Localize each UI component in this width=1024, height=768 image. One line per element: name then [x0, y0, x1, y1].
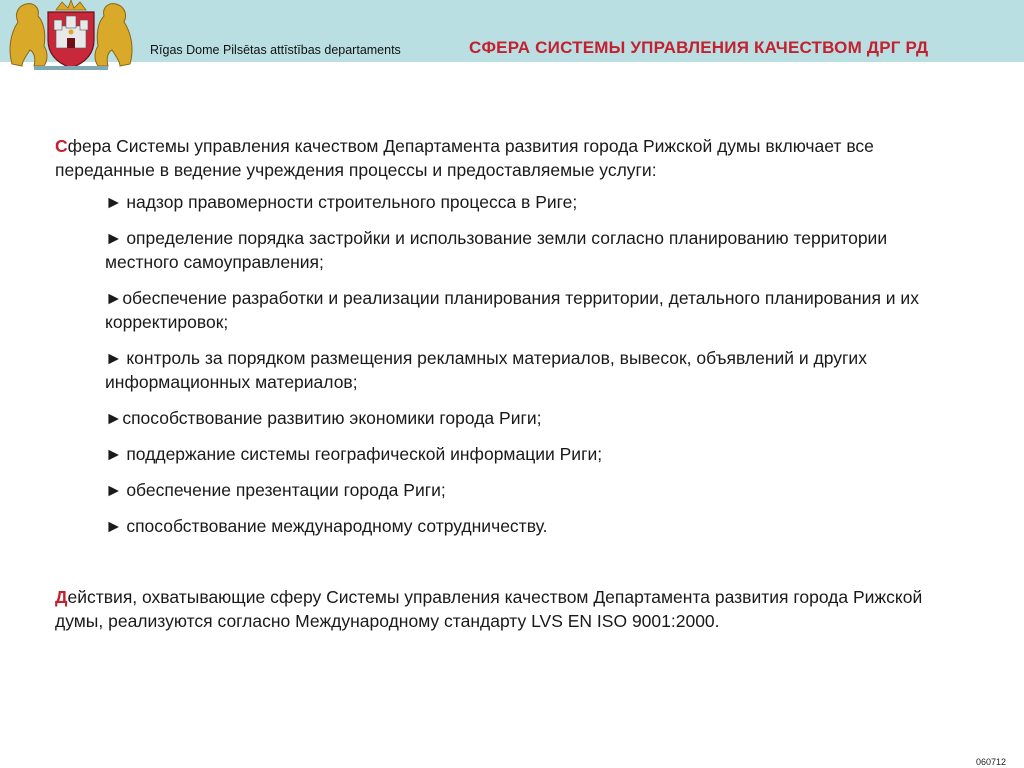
closing-initial: Д: [55, 587, 68, 607]
list-item: [105, 226, 935, 274]
list-item-text: обеспечение презентации города Риги;: [126, 480, 446, 500]
triangle-bullet-icon: ►: [105, 348, 123, 368]
list-item: [105, 478, 935, 502]
intro-text: фера Системы управления качеством Департамента развития города Рижской думы включает все переданные в ведение учреждения процессы и предоставляемые услуги:: [55, 136, 874, 180]
closing-text: ействия, охватывающие сферу Системы управления качеством Департамента развития города Рижской думы, реализуются согласно Международному стандарту LVS EN ISO 9001:2000.: [55, 587, 923, 631]
triangle-bullet-icon: ►: [105, 228, 123, 248]
list-item-text: определение порядка застройки и использование земли согласно планированию территории местного самоуправления;: [105, 228, 888, 272]
list-item: [105, 442, 935, 466]
list-item-text: способствование международному сотрудничеству.: [126, 516, 548, 536]
list-item-text: поддержание системы географической информации Риги;: [126, 444, 603, 464]
slide-content: [55, 134, 935, 633]
slide-number: 060712: [976, 757, 1007, 767]
page-title: СФЕРА СИСТЕМЫ УПРАВЛЕНИЯ КАЧЕСТВОМ ДРГ РД: [469, 38, 929, 57]
list-item: [105, 346, 935, 394]
list-item-text: контроль за порядком размещения рекламных материалов, вывесок, объявлений и других информационных материалов;: [105, 348, 867, 392]
list-item: [105, 190, 935, 214]
triangle-bullet-icon: ►: [105, 192, 123, 212]
list-item: [105, 406, 935, 430]
list-item: [105, 286, 935, 334]
list-item: [105, 514, 935, 538]
triangle-bullet-icon: ►: [105, 288, 123, 308]
organization-name: Rīgas Dome Pilsētas attīstības departaments: [150, 43, 401, 57]
triangle-bullet-icon: ►: [105, 408, 123, 428]
list-item-text: обеспечение разработки и реализации планирования территории, детального планирования и их корректировок;: [105, 288, 919, 332]
scope-list: [105, 190, 935, 538]
triangle-bullet-icon: ►: [105, 516, 123, 536]
riga-coat-of-arms-icon: [4, 0, 138, 70]
list-item-text: способствование развитию экономики города Риги;: [122, 408, 542, 428]
triangle-bullet-icon: ►: [105, 480, 123, 500]
triangle-bullet-icon: ►: [105, 444, 123, 464]
closing-paragraph: [55, 585, 935, 633]
list-item-text: надзор правомерности строительного процесса в Риге;: [126, 192, 578, 212]
intro-paragraph: [55, 134, 935, 182]
intro-initial: С: [55, 136, 68, 156]
